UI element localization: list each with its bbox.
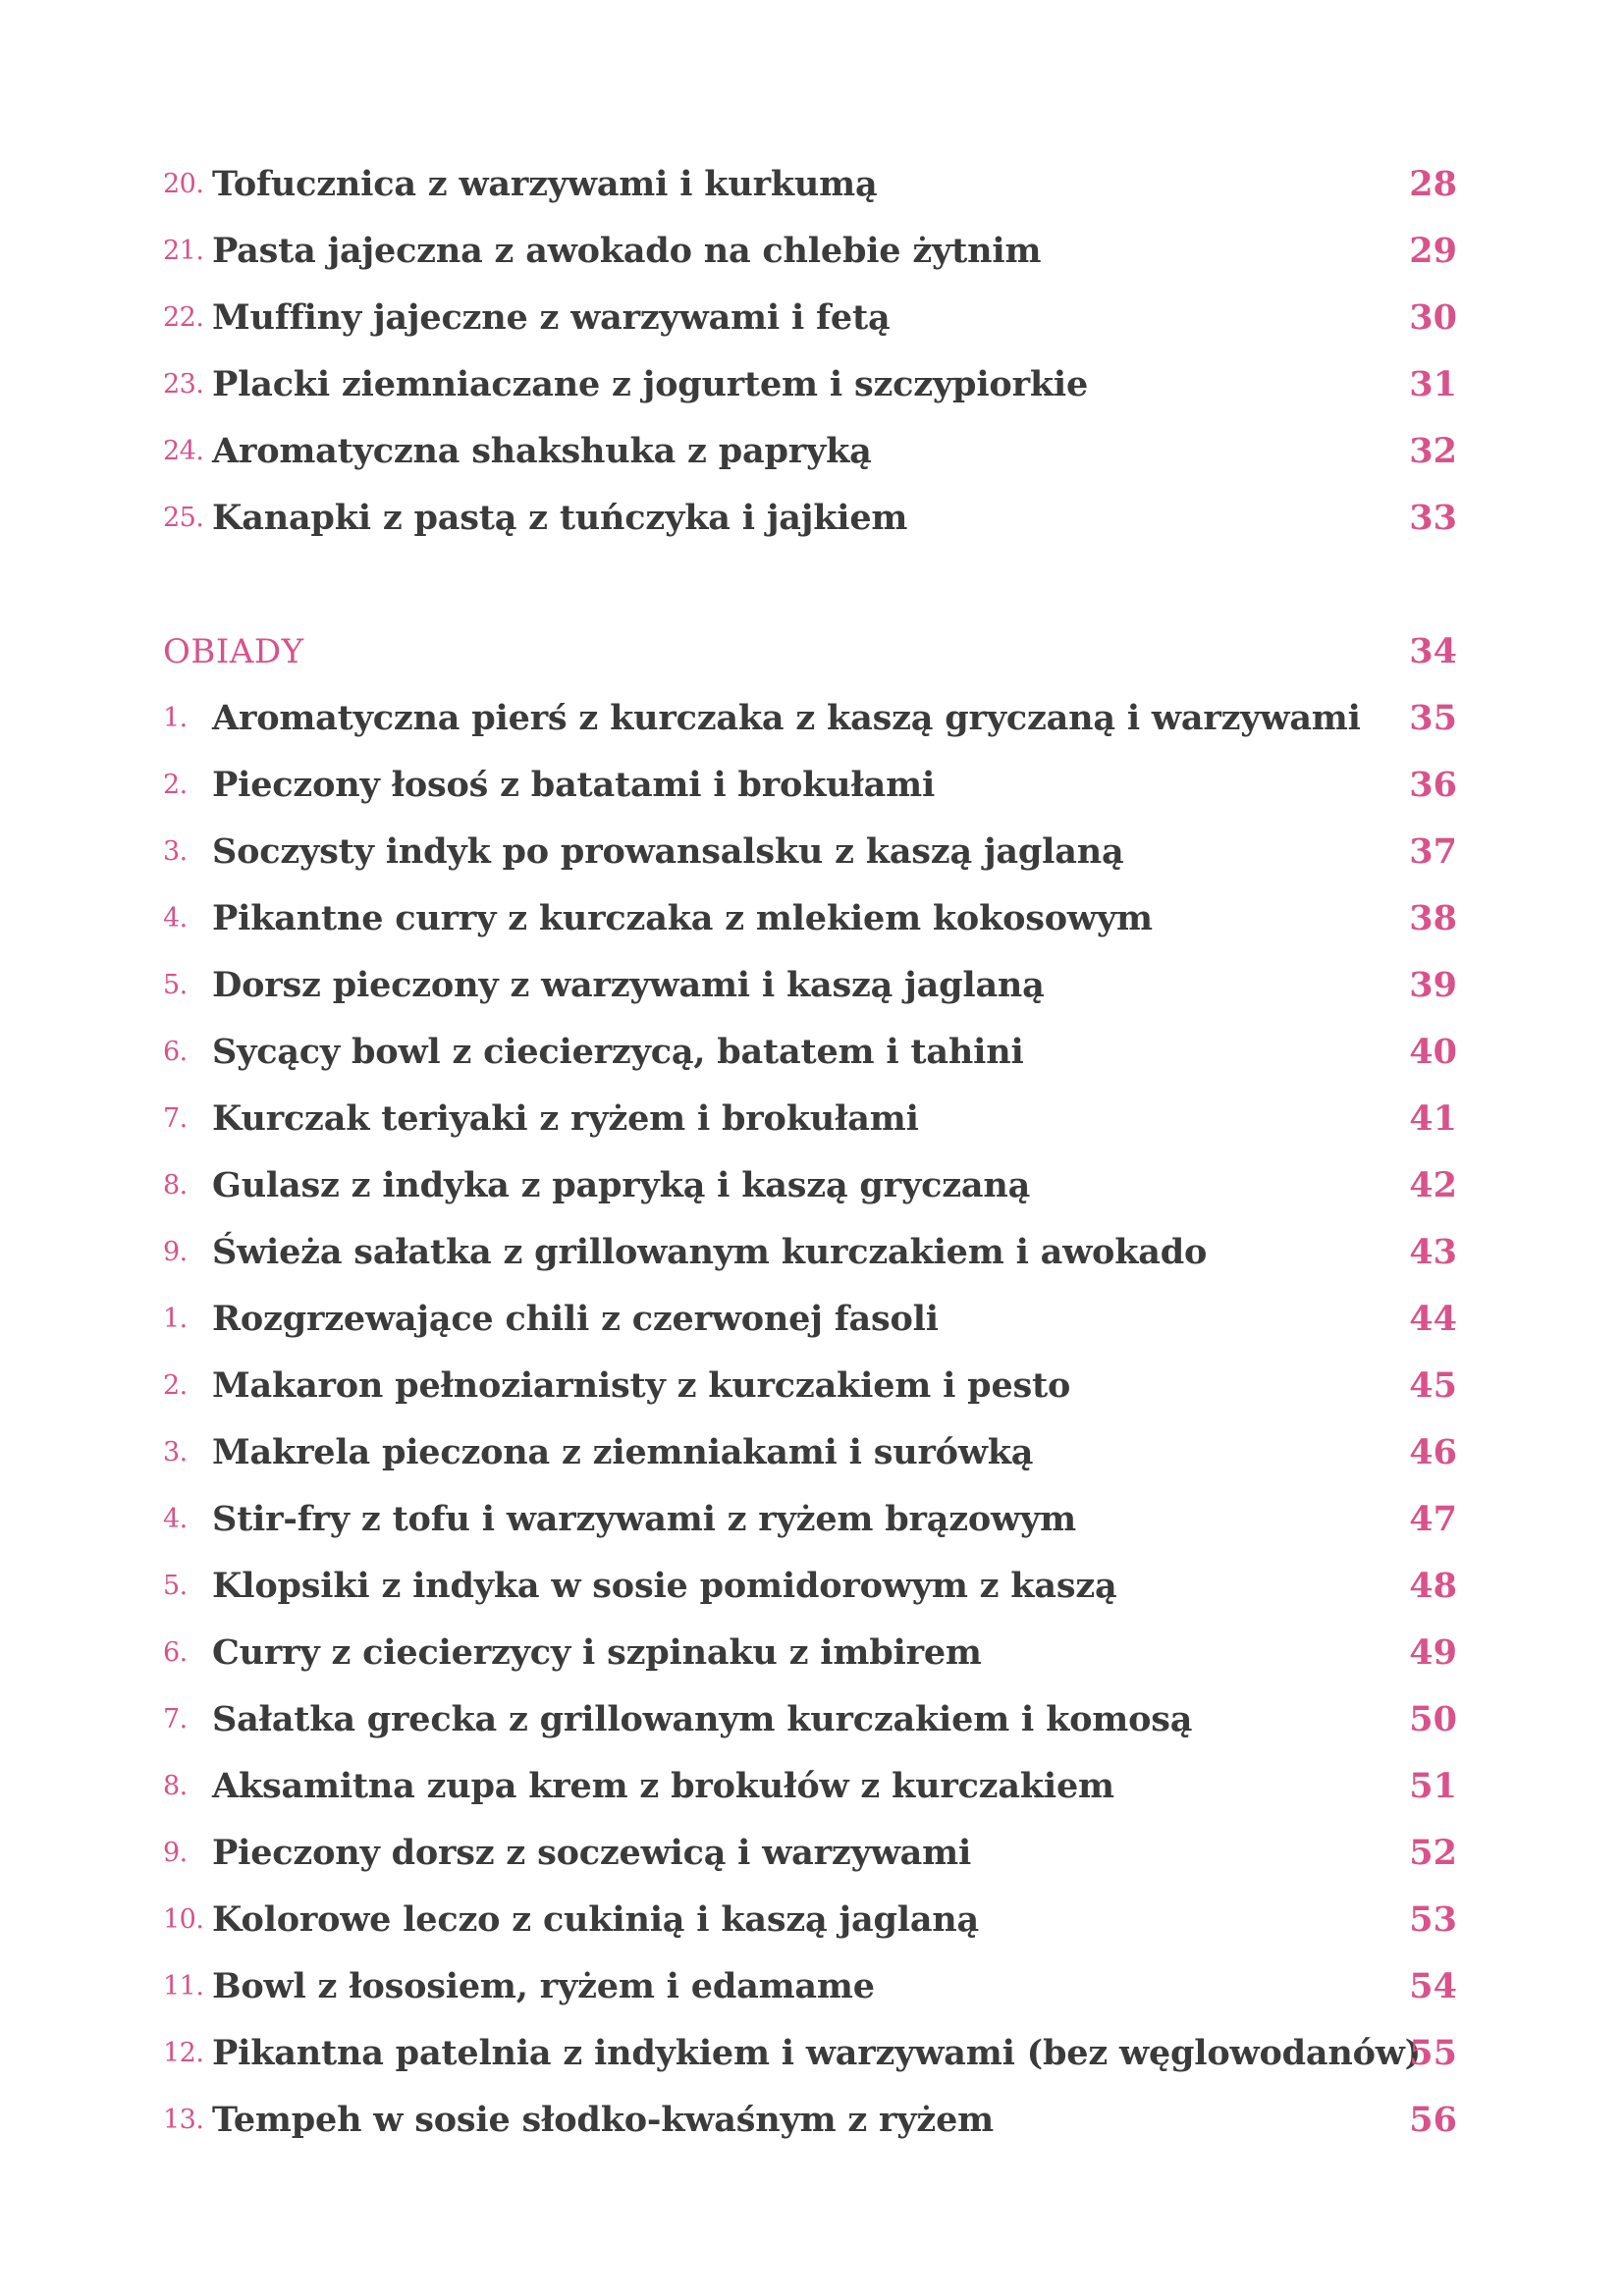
obiady-section	[0, 618, 1624, 685]
entry-number: 10.	[163, 1904, 204, 1935]
entry-number: 7.	[163, 1103, 188, 1134]
entry-number: 6.	[163, 1637, 188, 1668]
toc-entry[interactable]	[0, 1219, 1624, 1286]
toc-entry[interactable]	[0, 952, 1624, 1019]
entry-number: 11.	[163, 1971, 204, 2002]
toc-entry[interactable]	[0, 1620, 1624, 1686]
entry-title: Rozgrzewające chili z czerwonej fasoli	[212, 1299, 939, 1339]
toc-entry[interactable]	[0, 1686, 1624, 1753]
toc-entry[interactable]	[0, 1553, 1624, 1620]
entry-title: Kurczak teriyaki z ryżem i brokułami	[212, 1098, 919, 1139]
entry-page-number: 37	[1409, 831, 1457, 872]
entry-title: Pieczony dorsz z soczewicą i warzywami	[212, 1833, 972, 1873]
entry-title: Muffiny jajeczne z warzywami i fetą	[212, 297, 891, 338]
entry-page-number: 35	[1409, 698, 1457, 738]
entry-title: Makrela pieczona z ziemniakami i surówką	[212, 1432, 1034, 1472]
entry-page-number: 55	[1409, 2033, 1457, 2073]
entry-title: Sycący bowl z ciecierzycą, batatem i tahini	[212, 1032, 1024, 1072]
entry-number: 5.	[163, 970, 188, 1000]
entry-page-number: 31	[1409, 364, 1457, 404]
entry-number: 12.	[163, 2038, 204, 2068]
entry-number: 9.	[163, 1838, 188, 1868]
toc-entry[interactable]	[0, 1286, 1624, 1353]
entry-page-number: 41	[1409, 1098, 1457, 1139]
entry-number: 3.	[163, 1437, 188, 1468]
entry-page-number: 52	[1409, 1833, 1457, 1873]
entry-title: Tofucznica z warzywami i kurkumą	[212, 164, 878, 204]
entry-number: 21.	[163, 236, 204, 266]
entry-title: Dorsz pieczony z warzywami i kaszą jaglaną	[212, 965, 1045, 1005]
entry-number: 8.	[163, 1170, 188, 1201]
entry-title: Pieczony łosoś z batatami i brokułami	[212, 765, 936, 805]
section-title: OBIADY	[163, 632, 304, 671]
toc-entry[interactable]	[0, 1152, 1624, 1219]
entry-page-number: 30	[1409, 297, 1457, 338]
toc-entry[interactable]	[0, 418, 1624, 485]
entry-title: Soczysty indyk po prowansalsku z kaszą jaglaną	[212, 831, 1124, 872]
entry-title: Kanapki z pastą z tuńczyka i jajkiem	[212, 498, 908, 538]
entry-page-number: 46	[1409, 1432, 1457, 1472]
breakfast-recipe-list	[0, 151, 1624, 552]
toc-entry[interactable]	[0, 218, 1624, 285]
toc-entry[interactable]	[0, 1419, 1624, 1486]
entry-page-number: 28	[1409, 164, 1457, 204]
toc-entry[interactable]	[0, 1086, 1624, 1152]
entry-title: Curry z ciecierzycy i szpinaku z imbirem	[212, 1632, 982, 1673]
entry-number: 22.	[163, 302, 204, 333]
toc-entry[interactable]	[0, 1953, 1624, 2020]
entry-title: Gulasz z indyka z papryką i kaszą gryczaną	[212, 1165, 1031, 1205]
entry-page-number: 54	[1409, 1966, 1457, 2006]
entry-number: 8.	[163, 1771, 188, 1801]
toc-entry[interactable]	[0, 1486, 1624, 1553]
entry-page-number: 53	[1409, 1899, 1457, 1940]
entry-page-number: 29	[1409, 231, 1457, 271]
entry-number: 5.	[163, 1571, 188, 1601]
entry-number: 9.	[163, 1237, 188, 1267]
entry-page-number: 48	[1409, 1566, 1457, 1606]
toc-entry[interactable]	[0, 1353, 1624, 1419]
entry-title: Aksamitna zupa krem z brokułów z kurczakiem	[212, 1766, 1114, 1806]
toc-entry[interactable]	[0, 685, 1624, 752]
toc-entry[interactable]	[0, 485, 1624, 552]
toc-entry[interactable]	[0, 2087, 1624, 2154]
entry-number: 7.	[163, 1704, 188, 1735]
entry-page-number: 45	[1409, 1365, 1457, 1406]
entry-number: 3.	[163, 836, 188, 867]
toc-entry[interactable]	[0, 885, 1624, 952]
entry-page-number: 50	[1409, 1699, 1457, 1739]
toc-entry[interactable]	[0, 285, 1624, 351]
entry-title: Klopsiki z indyka w sosie pomidorowym z kaszą	[212, 1566, 1117, 1606]
entry-number: 4.	[163, 1504, 188, 1534]
entry-page-number: 43	[1409, 1232, 1457, 1272]
entry-title: Bowl z łososiem, ryżem i edamame	[212, 1966, 875, 2006]
entry-title: Stir-fry z tofu i warzywami z ryżem brązowym	[212, 1499, 1076, 1539]
entry-page-number: 38	[1409, 898, 1457, 938]
entry-page-number: 51	[1409, 1766, 1457, 1806]
entry-number: 23.	[163, 369, 204, 400]
entry-title: Placki ziemniaczane z jogurtem i szczypiorkie	[212, 364, 1089, 404]
entry-number: 2.	[163, 770, 188, 800]
entry-page-number: 42	[1409, 1165, 1457, 1205]
toc-entry[interactable]	[0, 151, 1624, 218]
toc-entry[interactable]	[0, 1019, 1624, 1086]
entry-page-number: 39	[1409, 965, 1457, 1005]
entry-title: Aromatyczna pierś z kurczaka z kaszą gryczaną i warzywami	[212, 698, 1361, 738]
obiady-recipe-list	[0, 685, 1624, 2154]
section-page-number: 34	[1409, 631, 1457, 671]
entry-page-number: 44	[1409, 1299, 1457, 1339]
toc-entry[interactable]	[0, 351, 1624, 418]
entry-number: 1.	[163, 703, 188, 733]
entry-title: Kolorowe leczo z cukinią i kaszą jaglaną	[212, 1899, 980, 1940]
entry-title: Pasta jajeczna z awokado na chlebie żytnim	[212, 231, 1042, 271]
entry-page-number: 56	[1409, 2100, 1457, 2140]
toc-entry[interactable]	[0, 1753, 1624, 1820]
entry-page-number: 47	[1409, 1499, 1457, 1539]
entry-page-number: 33	[1409, 498, 1457, 538]
entry-title: Makaron pełnoziarnisty z kurczakiem i pesto	[212, 1365, 1071, 1406]
entry-number: 20.	[163, 169, 204, 199]
entry-number: 24.	[163, 436, 204, 466]
entry-title: Świeża sałatka z grillowanym kurczakiem i awokado	[212, 1232, 1208, 1272]
entry-title: Tempeh w sosie słodko-kwaśnym z ryżem	[212, 2100, 995, 2140]
entry-title: Sałatka grecka z grillowanym kurczakiem i komosą	[212, 1699, 1193, 1739]
entry-number: 2.	[163, 1370, 188, 1401]
entry-number: 1.	[163, 1304, 188, 1334]
obiady-section-header[interactable]	[0, 618, 1624, 685]
entry-page-number: 36	[1409, 765, 1457, 805]
entry-number: 25.	[163, 503, 204, 533]
entry-number: 4.	[163, 903, 188, 934]
entry-page-number: 32	[1409, 431, 1457, 471]
entry-title: Pikantne curry z kurczaka z mlekiem kokosowym	[212, 898, 1153, 938]
toc-entry[interactable]	[0, 1887, 1624, 1953]
toc-entry[interactable]	[0, 752, 1624, 819]
entry-number: 13.	[163, 2105, 204, 2135]
toc-entry[interactable]	[0, 2020, 1624, 2087]
toc-entry[interactable]	[0, 819, 1624, 885]
entry-number: 6.	[163, 1037, 188, 1067]
entry-title: Pikantna patelnia z indykiem i warzywami (bez węglowodanów)	[212, 2033, 1422, 2073]
entry-page-number: 49	[1409, 1632, 1457, 1673]
entry-title: Aromatyczna shakshuka z papryką	[212, 431, 872, 471]
entry-page-number: 40	[1409, 1032, 1457, 1072]
toc-entry[interactable]	[0, 1820, 1624, 1887]
